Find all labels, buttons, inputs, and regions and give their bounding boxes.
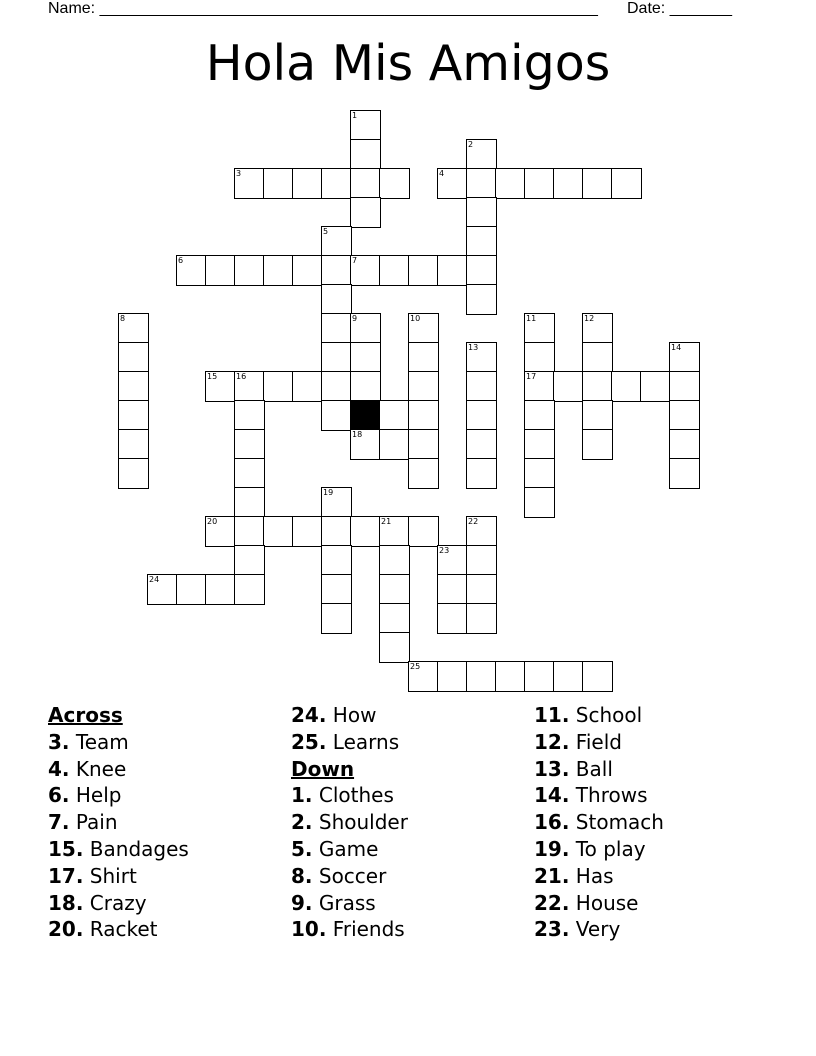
clue-item-text: Shirt (89, 863, 137, 888)
clue-item-number: 14. (534, 783, 570, 808)
clue-item (534, 890, 664, 917)
clue-number: 23 (439, 546, 450, 555)
clue-item-text: Ball (575, 756, 613, 781)
clue-item (534, 916, 664, 943)
grid-cell[interactable] (466, 545, 497, 576)
clue-item-text: Learns (332, 729, 400, 754)
grid-cell[interactable] (350, 197, 381, 228)
grid-cell[interactable] (321, 487, 352, 518)
clue-item-text: School (575, 703, 643, 727)
clue-number: 10 (410, 314, 421, 323)
clue-number: 11 (526, 314, 537, 323)
clue-item-text: Help (75, 783, 122, 808)
grid-cell[interactable] (263, 371, 294, 402)
grid-cell[interactable] (118, 400, 149, 431)
clue-item (291, 729, 408, 756)
grid-cell[interactable] (176, 255, 207, 286)
grid-cell[interactable] (292, 371, 323, 402)
clue-item (291, 702, 408, 729)
grid-cell[interactable] (408, 429, 439, 460)
clue-item-number: 21. (534, 863, 570, 888)
clue-number: 16 (236, 372, 247, 381)
clue-item-text: Has (575, 863, 614, 888)
name-field-label: Name: ________________________________________________________ (48, 0, 598, 17)
clue-item (291, 782, 408, 809)
grid-cell[interactable] (118, 429, 149, 460)
clue-item-number: 1. (291, 783, 313, 808)
grid-cell[interactable] (350, 342, 381, 373)
clue-item-text: Knee (75, 756, 127, 781)
grid-cell[interactable] (408, 371, 439, 402)
grid-cell[interactable] (118, 371, 149, 402)
clue-item (534, 836, 664, 863)
grid-cell[interactable] (524, 371, 555, 402)
grid-cell[interactable] (234, 574, 265, 605)
clue-item-number: 22. (534, 890, 570, 915)
clue-number: 25 (410, 662, 421, 671)
grid-cell[interactable] (234, 545, 265, 576)
clue-item-number: 18. (48, 890, 84, 915)
clue-number: 2 (468, 140, 474, 149)
clue-item-text: Pain (75, 810, 118, 835)
clue-item (291, 836, 408, 863)
grid-block-cell (350, 400, 381, 431)
clue-item (534, 702, 664, 729)
grid-cell[interactable] (205, 516, 236, 547)
clue-item (291, 916, 408, 943)
clue-section-heading: Across (48, 703, 123, 727)
grid-cell[interactable] (408, 516, 439, 547)
grid-cell[interactable] (321, 400, 352, 431)
grid-cell[interactable] (669, 400, 700, 431)
grid-cell[interactable] (582, 342, 613, 373)
clue-column-3 (534, 702, 664, 943)
grid-cell[interactable] (321, 168, 352, 199)
clue-item-number: 7. (48, 810, 70, 835)
grid-cell[interactable] (350, 139, 381, 170)
grid-cell[interactable] (234, 255, 265, 286)
grid-cell[interactable] (466, 284, 497, 315)
grid-cell[interactable] (466, 255, 497, 286)
clue-item-number: 16. (534, 810, 570, 835)
grid-cell[interactable] (205, 371, 236, 402)
clue-item (534, 782, 664, 809)
clue-item-text: Grass (318, 890, 376, 915)
clue-item-number: 13. (534, 756, 570, 781)
grid-cell[interactable] (553, 168, 584, 199)
clue-item-text: Very (575, 917, 621, 942)
clue-item-text: Racket (89, 917, 158, 942)
grid-cell[interactable] (408, 400, 439, 431)
clue-number: 15 (207, 372, 218, 381)
grid-cell[interactable] (205, 574, 236, 605)
grid-cell[interactable] (234, 516, 265, 547)
clue-item-text: Throws (575, 783, 648, 808)
clue-item-number: 25. (291, 729, 327, 754)
clue-item (48, 809, 189, 836)
grid-cell[interactable] (379, 545, 410, 576)
clue-item-text: To play (575, 836, 646, 861)
grid-cell[interactable] (437, 603, 468, 634)
grid-cell[interactable] (408, 313, 439, 344)
clue-item (534, 756, 664, 783)
grid-cell[interactable] (234, 458, 265, 489)
grid-cell[interactable] (234, 168, 265, 199)
grid-cell[interactable] (466, 226, 497, 257)
grid-cell[interactable] (350, 255, 381, 286)
clue-item-text: Shoulder (318, 810, 408, 835)
grid-cell[interactable] (669, 429, 700, 460)
clue-number: 17 (526, 372, 537, 381)
grid-cell[interactable] (321, 603, 352, 634)
grid-cell[interactable] (118, 313, 149, 344)
grid-cell[interactable] (437, 574, 468, 605)
grid-cell[interactable] (379, 516, 410, 547)
grid-cell[interactable] (118, 458, 149, 489)
clue-item-text: House (575, 890, 639, 915)
grid-cell[interactable] (640, 371, 671, 402)
grid-cell[interactable] (350, 168, 381, 199)
clue-number: 8 (120, 314, 126, 323)
grid-cell[interactable] (321, 516, 352, 547)
grid-cell[interactable] (495, 168, 526, 199)
clue-item-text: Friends (332, 917, 405, 942)
grid-cell[interactable] (350, 371, 381, 402)
clue-item-text: Bandages (89, 836, 189, 861)
grid-cell[interactable] (321, 371, 352, 402)
clue-item-text: Crazy (89, 890, 147, 915)
clue-item (48, 890, 189, 917)
clue-number: 13 (468, 343, 479, 352)
grid-cell[interactable] (292, 516, 323, 547)
grid-cell[interactable] (263, 255, 294, 286)
grid-cell[interactable] (611, 168, 642, 199)
grid-cell[interactable] (669, 371, 700, 402)
clue-item-number: 24. (291, 703, 327, 727)
grid-cell[interactable] (524, 458, 555, 489)
clue-number: 12 (584, 314, 595, 323)
clue-column-1 (48, 702, 189, 943)
clue-number: 4 (439, 169, 445, 178)
grid-cell[interactable] (437, 255, 468, 286)
clue-number: 6 (178, 256, 184, 265)
clue-number: 24 (149, 575, 160, 584)
grid-cell[interactable] (582, 313, 613, 344)
clue-number: 1 (352, 111, 358, 120)
grid-cell[interactable] (466, 197, 497, 228)
grid-cell[interactable] (350, 110, 381, 141)
grid-cell[interactable] (205, 255, 236, 286)
grid-cell[interactable] (379, 574, 410, 605)
clue-number: 22 (468, 517, 479, 526)
clue-column-2 (291, 702, 408, 943)
grid-cell[interactable] (350, 429, 381, 460)
clue-item (534, 809, 664, 836)
grid-cell[interactable] (234, 400, 265, 431)
grid-cell[interactable] (379, 400, 410, 431)
clue-item-text: Stomach (575, 810, 664, 835)
clue-number: 9 (352, 314, 358, 323)
grid-cell[interactable] (466, 400, 497, 431)
grid-cell[interactable] (466, 139, 497, 170)
clue-item-number: 3. (48, 729, 70, 754)
grid-cell[interactable] (466, 458, 497, 489)
grid-cell[interactable] (582, 429, 613, 460)
grid-cell[interactable] (611, 371, 642, 402)
clue-item-number: 8. (291, 863, 313, 888)
grid-cell[interactable] (553, 661, 584, 692)
grid-cell[interactable] (379, 168, 410, 199)
clue-item-number: 11. (534, 703, 570, 727)
clue-item-text: How (332, 703, 377, 727)
clue-item (48, 836, 189, 863)
grid-cell[interactable] (466, 661, 497, 692)
grid-cell[interactable] (292, 168, 323, 199)
clue-item (48, 863, 189, 890)
grid-cell[interactable] (466, 516, 497, 547)
grid-cell[interactable] (147, 574, 178, 605)
clue-item (48, 756, 189, 783)
grid-cell[interactable] (524, 429, 555, 460)
grid-cell[interactable] (466, 342, 497, 373)
grid-cell[interactable] (669, 342, 700, 373)
grid-cell[interactable] (669, 458, 700, 489)
clue-item (48, 782, 189, 809)
clue-number: 18 (352, 430, 363, 439)
grid-cell[interactable] (176, 574, 207, 605)
grid-cell[interactable] (466, 429, 497, 460)
clue-item-number: 20. (48, 917, 84, 942)
grid-cell[interactable] (437, 545, 468, 576)
clue-item-number: 2. (291, 810, 313, 835)
grid-cell[interactable] (321, 545, 352, 576)
clue-number: 5 (323, 227, 329, 236)
grid-cell[interactable] (466, 603, 497, 634)
clue-item-text: Soccer (318, 863, 387, 888)
grid-cell[interactable] (437, 661, 468, 692)
clue-item-text: Clothes (318, 783, 394, 808)
date-field-label: Date: _______ (627, 0, 732, 17)
clue-item (48, 916, 189, 943)
grid-cell[interactable] (524, 168, 555, 199)
grid-cell[interactable] (321, 255, 352, 286)
clue-item-number: 23. (534, 917, 570, 942)
grid-cell[interactable] (321, 342, 352, 373)
grid-cell[interactable] (379, 255, 410, 286)
clue-number: 21 (381, 517, 392, 526)
grid-cell[interactable] (582, 371, 613, 402)
grid-cell[interactable] (582, 168, 613, 199)
clue-item (291, 809, 408, 836)
grid-cell[interactable] (524, 342, 555, 373)
grid-cell[interactable] (408, 661, 439, 692)
clue-number: 19 (323, 488, 334, 497)
grid-cell[interactable] (582, 661, 613, 692)
grid-cell[interactable] (495, 661, 526, 692)
clue-section-heading: Down (291, 756, 355, 781)
grid-cell[interactable] (292, 255, 323, 286)
grid-cell[interactable] (379, 632, 410, 663)
grid-cell[interactable] (524, 400, 555, 431)
clue-item-number: 10. (291, 917, 327, 942)
clue-item-number: 6. (48, 783, 70, 808)
grid-cell[interactable] (321, 226, 352, 257)
clue-item-number: 15. (48, 836, 84, 861)
grid-cell[interactable] (350, 516, 381, 547)
clue-item (534, 863, 664, 890)
grid-cell[interactable] (321, 574, 352, 605)
clue-item-number: 5. (291, 836, 313, 861)
grid-cell[interactable] (524, 661, 555, 692)
grid-cell[interactable] (263, 516, 294, 547)
grid-cell[interactable] (321, 313, 352, 344)
grid-cell[interactable] (321, 284, 352, 315)
grid-cell[interactable] (234, 371, 265, 402)
puzzle-title: Hola Mis Amigos (205, 35, 611, 92)
grid-cell[interactable] (379, 429, 410, 460)
grid-cell[interactable] (379, 603, 410, 634)
grid-cell[interactable] (466, 168, 497, 199)
grid-cell[interactable] (234, 429, 265, 460)
clue-item-number: 19. (534, 836, 570, 861)
grid-cell[interactable] (408, 342, 439, 373)
clue-item-text: Game (318, 836, 379, 861)
grid-cell[interactable] (263, 168, 294, 199)
grid-cell[interactable] (466, 371, 497, 402)
clue-item-text: Field (575, 729, 622, 754)
clue-item-number: 12. (534, 729, 570, 754)
grid-cell[interactable] (350, 313, 381, 344)
clue-item (534, 729, 664, 756)
clue-item-number: 17. (48, 863, 84, 888)
grid-cell[interactable] (553, 371, 584, 402)
grid-cell[interactable] (234, 487, 265, 518)
grid-cell[interactable] (118, 342, 149, 373)
grid-cell[interactable] (408, 255, 439, 286)
grid-cell[interactable] (408, 458, 439, 489)
clue-number: 3 (236, 169, 242, 178)
clue-item-number: 9. (291, 890, 313, 915)
clue-number: 14 (671, 343, 682, 352)
grid-cell[interactable] (524, 487, 555, 518)
clue-item-text: Team (75, 729, 129, 754)
grid-cell[interactable] (582, 400, 613, 431)
clue-number: 7 (352, 256, 358, 265)
grid-cell[interactable] (437, 168, 468, 199)
clue-number: 20 (207, 517, 218, 526)
grid-cell[interactable] (466, 574, 497, 605)
clue-item (291, 890, 408, 917)
clue-item-number: 4. (48, 756, 70, 781)
clue-item (291, 863, 408, 890)
grid-cell[interactable] (524, 313, 555, 344)
clue-item (48, 729, 189, 756)
